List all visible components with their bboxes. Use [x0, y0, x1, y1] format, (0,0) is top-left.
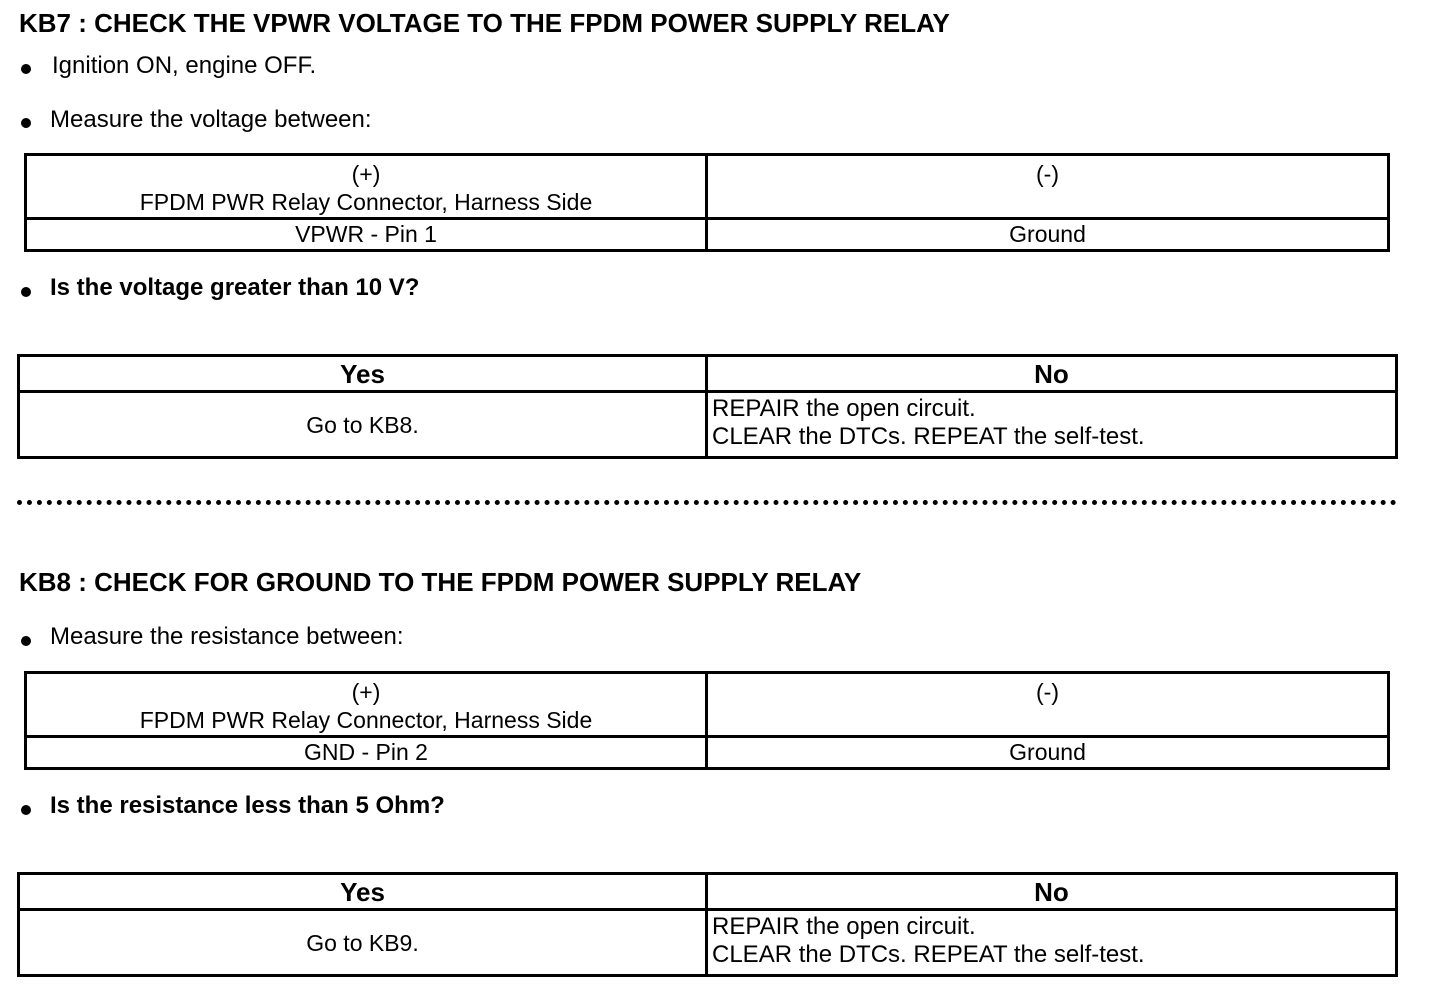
kb8-minus-header-cell [707, 673, 1389, 737]
kb7-measure-table [24, 153, 1390, 252]
kb7-step-ignition: Ignition ON, engine OFF. [52, 52, 317, 79]
bullet-icon [21, 64, 31, 74]
kb8-minus-value: Ground [707, 737, 1389, 769]
kb7-result-table [17, 354, 1398, 459]
kb8-plus-value: GND - Pin 2 [26, 737, 707, 769]
kb8-no-header: No [707, 874, 1397, 910]
kb7-minus-header-cell [707, 155, 1389, 219]
minus-header: (-) [1036, 161, 1059, 187]
section-divider [17, 500, 1397, 505]
kb8-question: Is the resistance less than 5 Ohm? [50, 792, 445, 819]
kb8-no-action-line1: REPAIR the open circuit. [712, 913, 976, 940]
kb7-question: Is the voltage greater than 10 V? [50, 274, 420, 301]
bullet-icon [21, 805, 31, 815]
kb7-no-header: No [707, 356, 1397, 392]
kb8-title: KB8 : CHECK FOR GROUND TO THE FPDM POWER SUPPLY RELAY [19, 567, 862, 597]
minus-header: (-) [1036, 679, 1059, 705]
kb7-step-measure: Measure the voltage between: [50, 106, 372, 133]
kb7-plus-header-cell [26, 155, 707, 219]
plus-header: (+) [351, 679, 381, 705]
kb7-no-action-line1: REPAIR the open circuit. [712, 395, 976, 422]
kb8-yes-header: Yes [19, 874, 707, 910]
kb7-no-action-cell [707, 392, 1397, 458]
kb7-yes-header: Yes [19, 356, 707, 392]
bullet-icon [21, 636, 31, 646]
kb7-title: KB7 : CHECK THE VPWR VOLTAGE TO THE FPDM POWER SUPPLY RELAY [19, 8, 950, 38]
kb7-plus-value: VPWR - Pin 1 [26, 219, 707, 251]
plus-subheader: FPDM PWR Relay Connector, Harness Side [139, 707, 593, 733]
kb8-no-action-cell [707, 910, 1397, 976]
kb8-result-table [17, 872, 1398, 977]
kb7-no-action-line2: CLEAR the DTCs. REPEAT the self-test. [712, 423, 1145, 450]
bullet-icon [21, 287, 31, 297]
kb8-measure-table [24, 671, 1390, 770]
bullet-icon [21, 118, 31, 128]
kb8-plus-header-cell [26, 673, 707, 737]
kb8-no-action-line2: CLEAR the DTCs. REPEAT the self-test. [712, 941, 1145, 968]
plus-subheader: FPDM PWR Relay Connector, Harness Side [139, 189, 593, 215]
kb7-minus-value: Ground [707, 219, 1389, 251]
kb8-yes-action: Go to KB9. [19, 910, 707, 976]
kb8-step-measure: Measure the resistance between: [50, 623, 404, 650]
plus-header: (+) [351, 161, 381, 187]
kb7-yes-action: Go to KB8. [19, 392, 707, 458]
